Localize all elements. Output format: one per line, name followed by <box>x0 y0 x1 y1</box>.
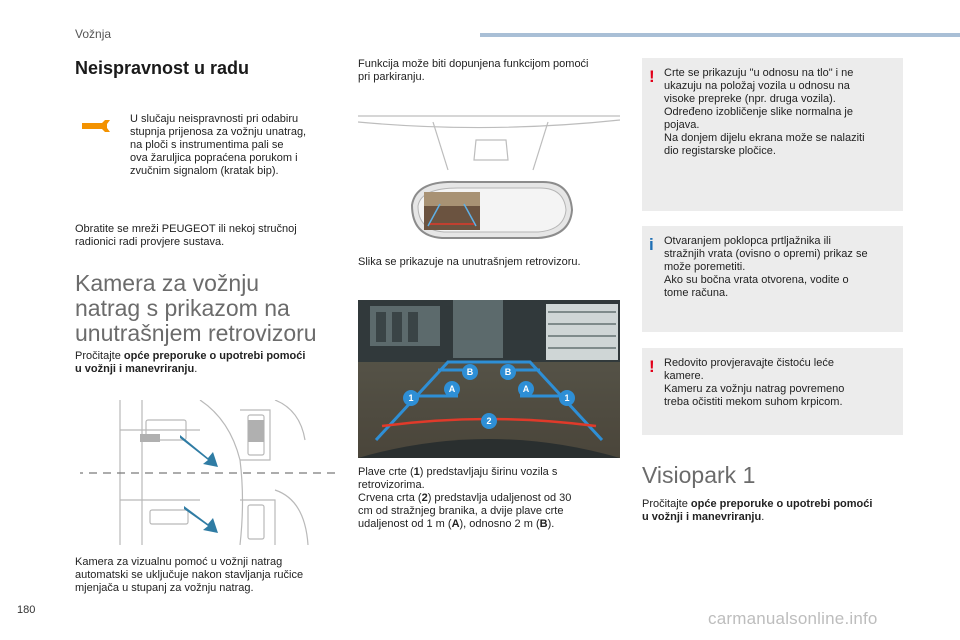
guide-lines-description <box>358 466 618 531</box>
camera-title <box>75 271 317 346</box>
warning-note-ground-lines <box>642 58 903 211</box>
overlay-label-1: 1 <box>564 393 570 403</box>
text-fragment: Plave crte ( <box>358 466 414 478</box>
wrench-icon <box>80 118 114 134</box>
read-suffix: . <box>194 363 198 375</box>
text-line: na ploči s instrumentima pali se <box>130 139 284 151</box>
text-line: Kameru za vožnju natrag povremeno <box>664 383 845 395</box>
function-intro <box>358 58 628 84</box>
text-fragment: ). <box>547 518 555 530</box>
warning-note-lens-cleaning <box>642 348 903 435</box>
ref-letter: A <box>451 518 460 530</box>
text-line: Crte se prikazuju "u odnosu na tlo" i ne <box>664 67 854 79</box>
text-line: radionici radi provjere sustava. <box>75 236 225 248</box>
visiopark-title: Visiopark 1 <box>642 462 756 488</box>
read-link: opće preporuke o upotrebi pomoći <box>690 498 873 510</box>
info-icon: i <box>649 235 654 254</box>
read-link: opće preporuke o upotrebi pomoći <box>123 350 306 362</box>
read-prefix: Pročitajte <box>75 350 124 362</box>
rearview-mirror-illustration <box>358 100 620 242</box>
text-line: dio registarske pločice. <box>664 145 776 157</box>
text-line: zvučnim signalom (kratak bip). <box>130 165 279 177</box>
text-line: stupnja prijenosa za vožnju unatrag, <box>130 126 307 138</box>
text-line: Na donjem dijelu ekrana može se nalaziti <box>664 132 865 144</box>
text-line: U slučaju neispravnosti pri odabiru <box>130 113 299 125</box>
text-fragment: Crvena crta ( <box>358 492 422 504</box>
text-line: Kamera za vizualnu pomoć u vožnji natrag <box>75 556 283 568</box>
text-line: pri parkiranju. <box>358 71 425 83</box>
text-line: ukazuju na položaj vozila u odnosu na <box>664 80 850 92</box>
text-line: Obratite se mreži PEUGEOT ili nekoj stručnoj <box>75 223 297 235</box>
text-line: pojava. <box>664 119 700 131</box>
text-fragment: udaljenost od 1 m ( <box>358 518 452 530</box>
text-fragment: ), odnosno 2 m ( <box>459 518 540 530</box>
warning-icon: ! <box>649 357 655 376</box>
overlay-label-a: A <box>448 384 456 394</box>
overlay-label-a: A <box>522 384 530 394</box>
read-recommendations <box>75 350 350 376</box>
text-line: Određeno izobličenje slike normalna je <box>664 106 853 118</box>
camera-description <box>75 556 355 595</box>
text-line: cm od stražnjeg branika, a dvije plave crte <box>358 505 564 517</box>
section-label: Vožnja <box>75 27 112 41</box>
mirror-caption: Slika se prikazuje na unutrašnjem retrovizoru. <box>358 256 581 268</box>
text-line: Funkcija može biti dopunjena funkcijom pomoći <box>358 58 589 70</box>
text-line: visoke prepreke (npr. druga vozila). <box>664 93 836 105</box>
header-bar <box>480 33 960 37</box>
overlay-label-2: 2 <box>486 416 492 426</box>
text-line: kamere. <box>664 370 704 382</box>
text-line: automatski se uključuje nakon stavljanja ručice <box>75 569 304 581</box>
text-fragment: ) predstavljaju širinu vozila s <box>419 466 558 478</box>
text-line: stražnjih vrata (ovisno o opremi) prikaz se <box>664 248 868 260</box>
text-fragment: ) predstavlja udaljenost od 30 <box>427 492 572 504</box>
overlay-label-1: 1 <box>408 393 414 403</box>
text-line: mjenjača u stupanj za vožnju natrag. <box>75 582 254 594</box>
read-suffix: . <box>761 511 765 523</box>
read-prefix: Pročitajte <box>642 498 691 510</box>
text-line: Otvaranjem poklopca prtljažnika ili <box>664 235 831 247</box>
heading-line: Kamera za vožnju <box>75 270 260 296</box>
text-line: tome računa. <box>664 287 729 299</box>
text-line: može poremetiti. <box>664 261 746 273</box>
info-note-tailgate <box>642 226 903 332</box>
overlay-label-b: B <box>466 367 474 377</box>
heading-line: natrag s prikazom na <box>75 295 290 321</box>
page-number: 180 <box>17 604 36 616</box>
read-link: u vožnji i manevriranju <box>642 511 762 523</box>
malfunction-title: Neispravnost u radu <box>75 58 250 78</box>
text-line: treba očistiti mekom suhom krpicom. <box>664 396 843 408</box>
heading-line: unutrašnjem retrovizoru <box>75 320 317 346</box>
ref-number: 2 <box>421 492 428 504</box>
text-line: retrovizorima. <box>358 479 425 491</box>
visiopark-read-recommendations <box>642 498 912 524</box>
watermark: carmanualsonline.info <box>708 609 878 628</box>
text-line: Ako su bočna vrata otvorena, vodite o <box>664 274 849 286</box>
service-text <box>75 223 345 249</box>
camera-view-image <box>358 300 620 458</box>
ref-number: 1 <box>413 466 420 478</box>
alert-text <box>130 113 340 178</box>
text-line: Redovito provjeravajte čistoću leće <box>664 357 834 369</box>
overlay-label-b: B <box>504 367 512 377</box>
read-link: u vožnji i manevriranju <box>75 363 195 375</box>
text-line: ova žaruljica popraćena porukom i <box>130 152 298 164</box>
vehicle-rear-illustration <box>80 400 340 545</box>
ref-letter: B <box>539 518 548 530</box>
warning-icon: ! <box>649 67 655 86</box>
